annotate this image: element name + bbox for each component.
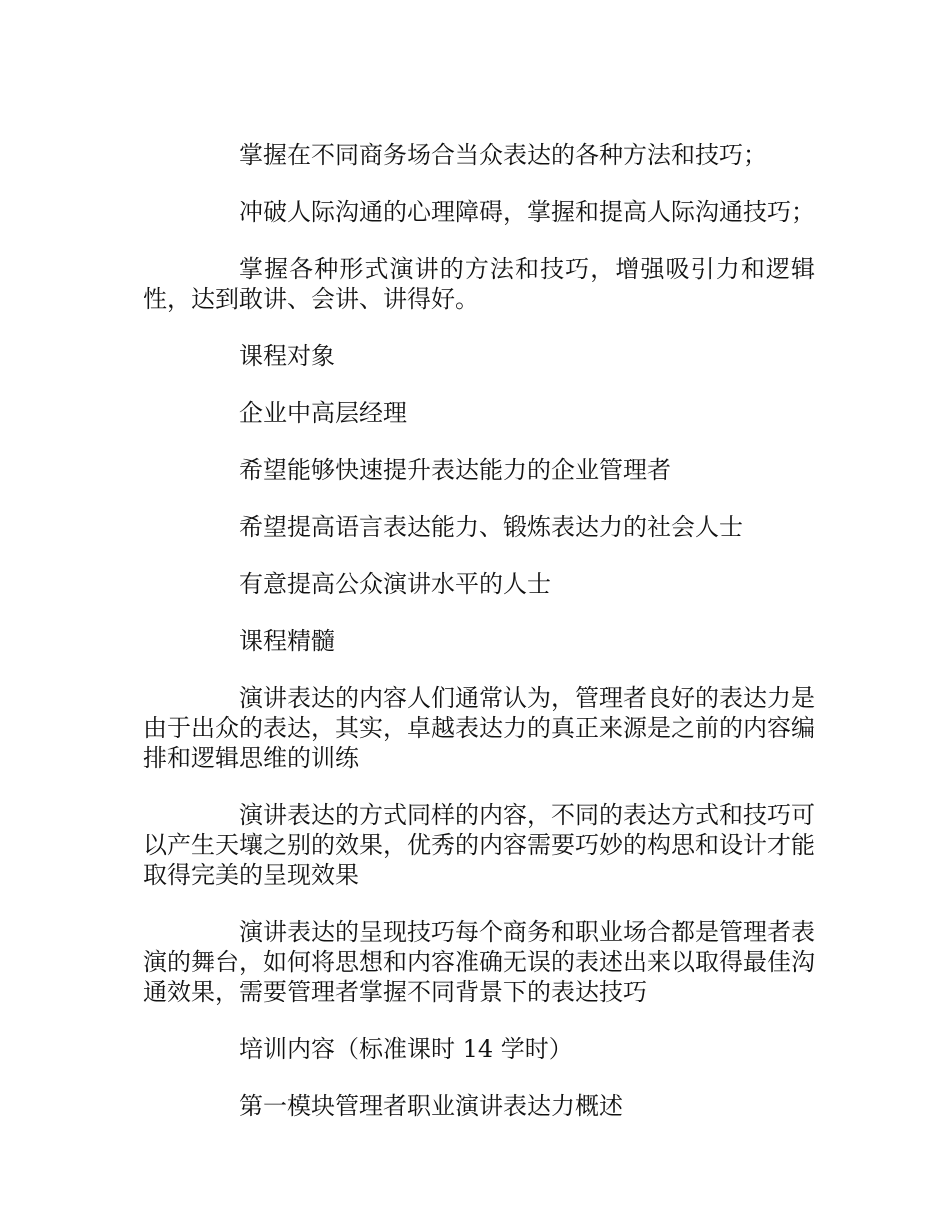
audience-item: 希望提高语言表达能力、锻炼表达力的社会人士 — [239, 513, 743, 541]
audience-item: 有意提高公众演讲水平的人士 — [239, 570, 551, 598]
paragraph-goal-3: 掌握各种形式演讲的方法和技巧，增强吸引力和逻辑性，达到敢讲、会讲、讲得好。 — [143, 255, 815, 313]
paragraph-goal-2: 冲破人际沟通的心理障碍，掌握和提高人际沟通技巧； — [239, 198, 815, 226]
audience-item: 希望能够快速提升表达能力的企业管理者 — [239, 456, 671, 484]
document-body — [143, 140, 815, 1148]
essence-paragraph: 演讲表达的方式同样的内容，不同的表达方式和技巧可以产生天壤之别的效果，优秀的内容需要巧妙的构思和设计才能取得完美的呈现效果 — [143, 801, 815, 889]
module-heading: 第一模块管理者职业演讲表达力概述 — [239, 1092, 623, 1120]
section-heading-essence: 课程精髓 — [239, 627, 335, 655]
audience-item: 企业中高层经理 — [239, 399, 407, 427]
essence-paragraph: 演讲表达的呈现技巧每个商务和职业场合都是管理者表演的舞台，如何将思想和内容准确无误的表述出来以取得最佳沟通效果，需要管理者掌握不同背景下的表达技巧 — [143, 918, 815, 1006]
essence-paragraph: 演讲表达的内容人们通常认为，管理者良好的表达力是由于出众的表达，其实，卓越表达力的真正来源是之前的内容编排和逻辑思维的训练 — [143, 684, 815, 772]
paragraph-goal-1: 掌握在不同商务场合当众表达的各种方法和技巧； — [239, 141, 767, 169]
section-heading-training: 培训内容（标准课时 14 学时） — [239, 1035, 573, 1063]
section-heading-audience: 课程对象 — [239, 342, 335, 370]
